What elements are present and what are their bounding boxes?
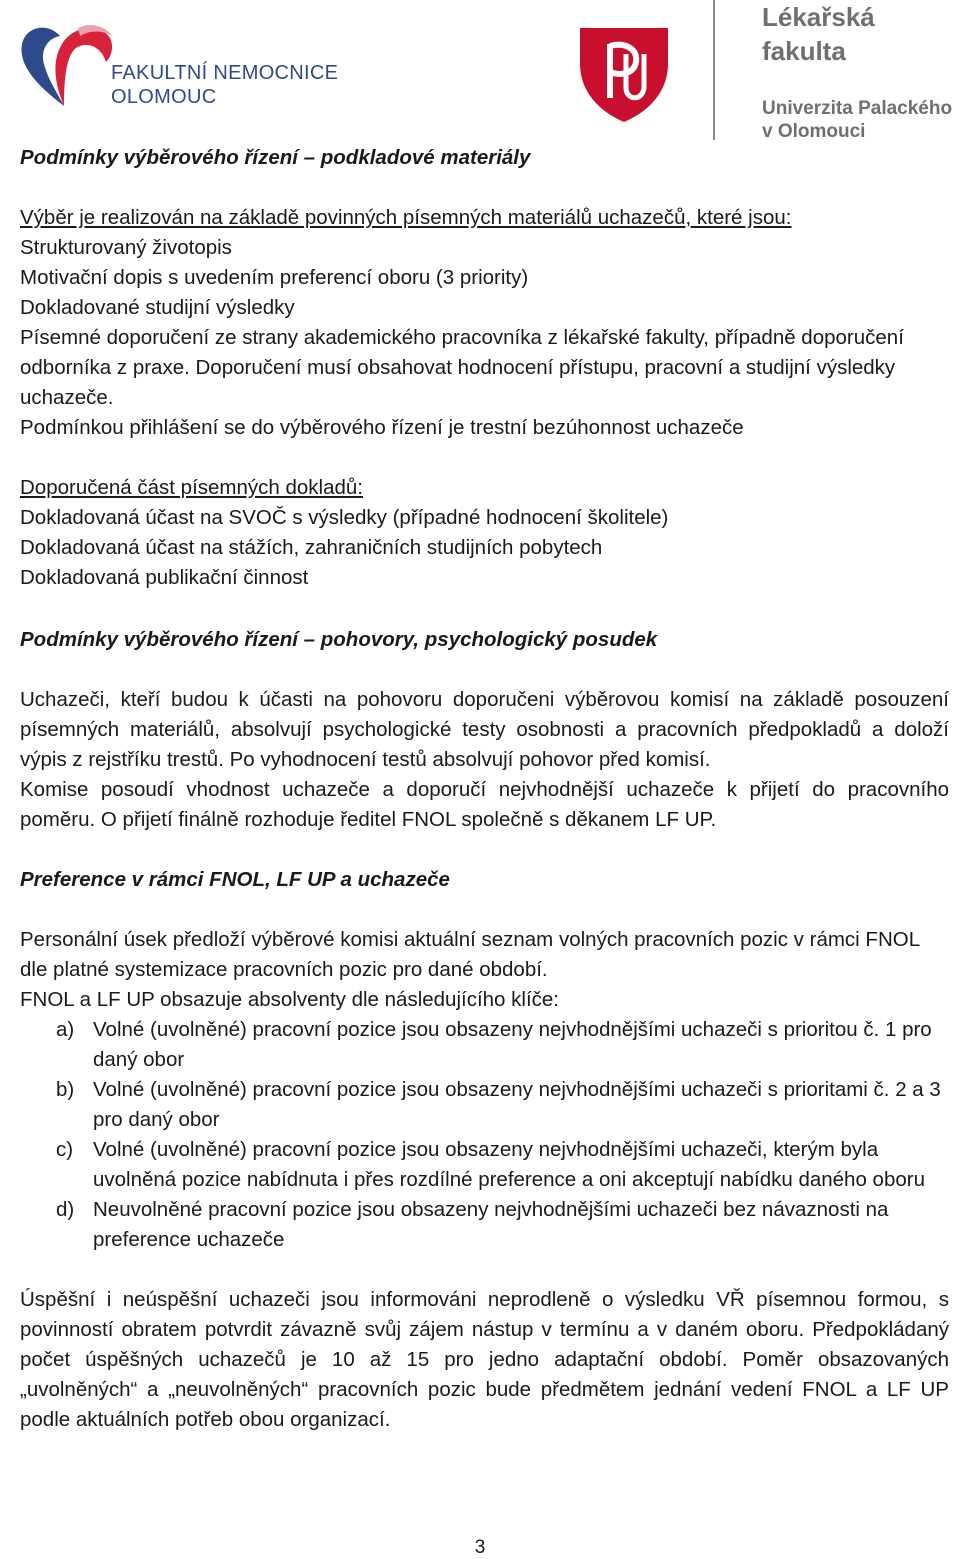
list-item-label: c)	[56, 1138, 74, 1161]
recommended-heading: Doporučená část písemných dokladů:	[20, 476, 364, 499]
required-item: Motivační dopis s uvedením preferencí oboru (3 priority)	[20, 266, 529, 289]
lf-title-line1: Lékařská	[762, 2, 875, 32]
recommended-item: Dokladovaná publikační činnost	[20, 566, 309, 589]
list-item	[20, 1075, 949, 1135]
section3-heading: Preference v rámci FNOL, LF UP a uchazeče	[20, 868, 450, 891]
fnol-heart-icon	[18, 20, 118, 110]
section2-heading: Podmínky výběrového řízení – pohovory, psychologický posudek	[20, 628, 658, 651]
section2-paragraph: Komise posoudí vhodnost uchazeče a doporučí nejvhodnější uchazeče k přijetí do pracovního poměru. O přijetí finálně rozhoduje ředitel FNOL společně s děkanem LF UP.	[20, 778, 949, 831]
fnol-logo	[18, 20, 348, 115]
page-header	[0, 0, 960, 145]
list-item-label: b)	[56, 1078, 75, 1101]
fnol-name-line1: FAKULTNÍ NEMOCNICE	[111, 62, 339, 84]
list-item	[20, 1195, 949, 1255]
results-paragraph: Úspěšní i neúspěšní uchazeči jsou informováni neprodleně o výsledku VŘ písemnou formou, s povinností obratem potvrdit závazně svůj zájem nástup v termínu a v daném oboru. Předpokládaný počet úspěšných uchazečů je 10 až 15 pro jedno adaptační období. Poměr obsazovaných „uvolněných“ a „neuvolněných“ pracovních pozic bude předmětem jednání vedení FNOL a LF UP podle aktuálních potřeb obou organizací.	[20, 1288, 949, 1431]
lf-title-line2: fakulta	[762, 36, 846, 66]
page-number: 3	[474, 1537, 486, 1558]
list-item-label: a)	[56, 1018, 75, 1041]
section3-paragraph: FNOL a LF UP obsazuje absolventy dle následujícího klíče:	[20, 988, 559, 1011]
list-item-text: Volné (uvolněné) pracovní pozice jsou obsazeny nejvhodnějšími uchazeči s prioritou č. 1 pro daný obor	[93, 1018, 932, 1071]
required-item: Písemné doporučení ze strany akademického pracovníka z lékařské fakulty, případně doporučení odborníka z praxe. Doporučení musí obsahovat hodnocení přístupu, pracovní a studijní výsledky uchazeče.	[20, 326, 904, 409]
lf-university-line1: Univerzita Palackého	[762, 98, 953, 119]
required-item: Podmínkou přihlášení se do výběrového řízení je trestní bezúhonnost uchazeče	[20, 416, 744, 439]
header-divider	[713, 0, 715, 140]
section1-intro: Výběr je realizován na základě povinných písemných materiálů uchazečů, které jsou:	[20, 206, 792, 229]
document-body	[20, 143, 949, 1435]
fnol-name-line2: OLOMOUC	[111, 86, 217, 108]
required-item: Dokladované studijní výsledky	[20, 296, 295, 319]
section2-paragraph: Uchazeči, kteří budou k účasti na pohovoru doporučeni výběrovou komisí na základě posouzení písemných materiálů, absolvují psychologické testy osobnosti a pracovních předpokladů a doloží výpis z rejstříku trestů. Po vyhodnocení testů absolvují pohovor před komisí.	[20, 688, 949, 771]
list-item-text: Volné (uvolněné) pracovní pozice jsou obsazeny nejvhodnějšími uchazeči, kterým byla uvolněná pozice nabídnuta i přes rozdílné preference a oni akceptují nabídku daného oboru	[93, 1138, 925, 1191]
section1-heading: Podmínky výběrového řízení – podkladové materiály	[20, 146, 531, 169]
list-item	[20, 1015, 949, 1075]
recommended-item: Dokladovaná účast na stážích, zahraničních studijních pobytech	[20, 536, 603, 559]
required-item: Strukturovaný životopis	[20, 236, 232, 259]
allocation-key-list	[20, 1015, 949, 1255]
list-item-label: d)	[56, 1198, 75, 1221]
up-shield-icon	[578, 24, 670, 124]
recommended-item: Dokladovaná účast na SVOČ s výsledky (případné hodnocení školitele)	[20, 506, 669, 529]
list-item-text: Volné (uvolněné) pracovní pozice jsou obsazeny nejvhodnějšími uchazeči s prioritami č. 2 a 3 pro daný obor	[93, 1078, 941, 1131]
section3-paragraph: Personální úsek předloží výběrové komisi aktuální seznam volných pracovních pozic v rámci FNOL dle platné systemizace pracovních pozic pro dané období.	[20, 928, 920, 981]
lf-university-line2: v Olomouci	[762, 121, 866, 142]
list-item	[20, 1135, 949, 1195]
list-item-text: Neuvolněné pracovní pozice jsou obsazeny nejvhodnějšími uchazeči bez návaznosti na preference uchazeče	[93, 1198, 889, 1251]
